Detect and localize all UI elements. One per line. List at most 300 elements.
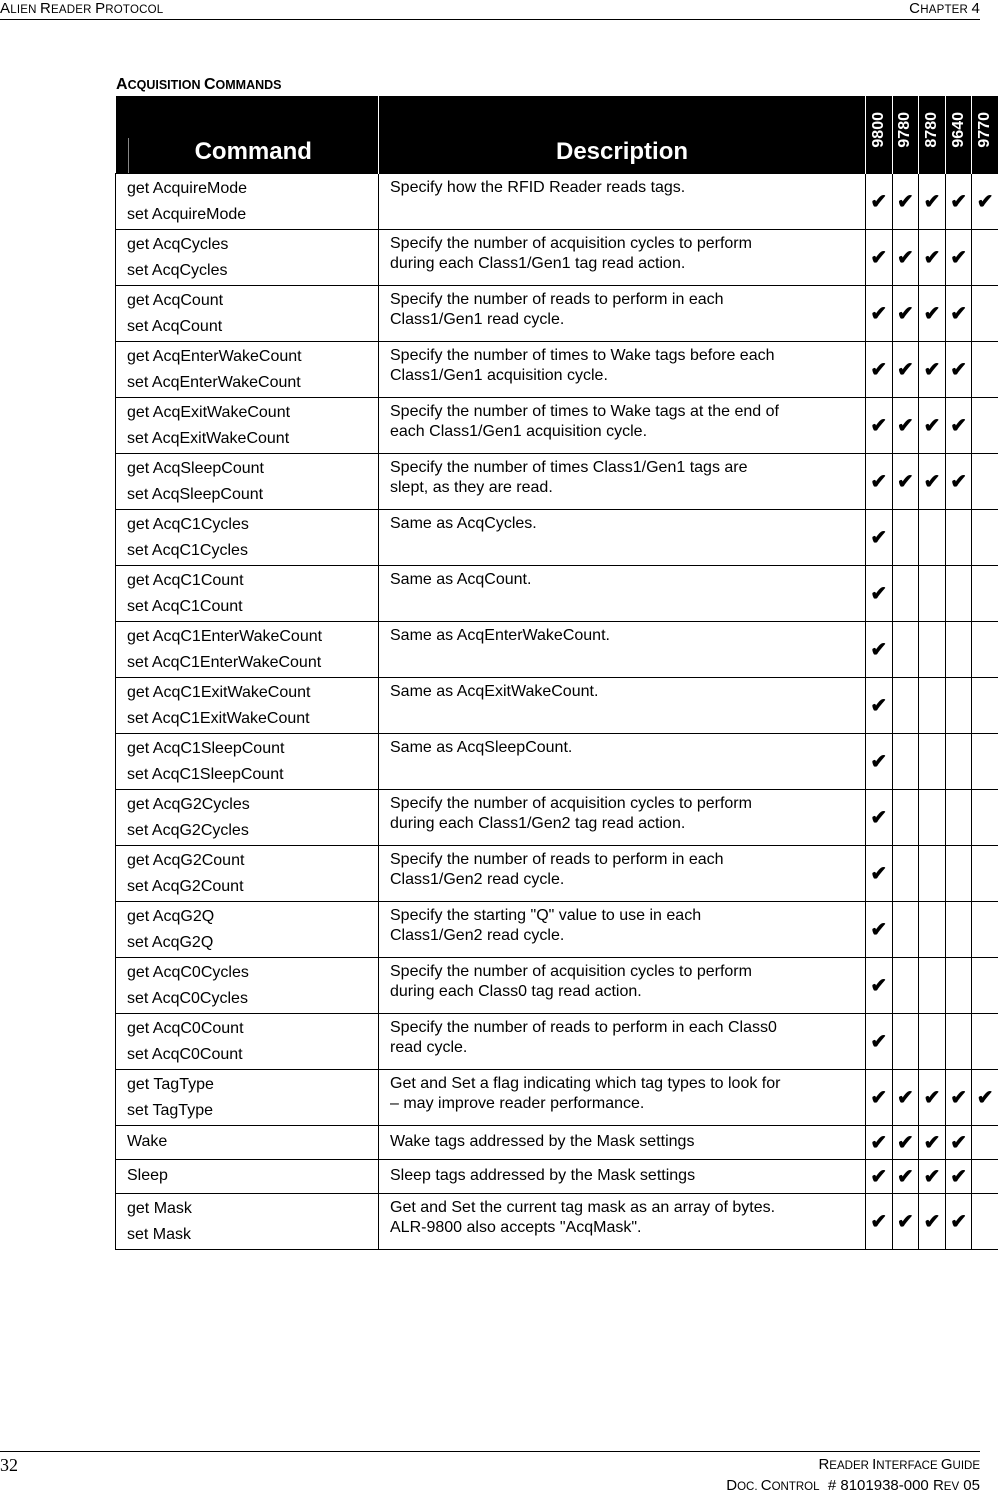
checkmark-icon: ✔ <box>870 1211 887 1233</box>
checkmark-icon: ✔ <box>897 191 914 213</box>
model-support-cell <box>972 1070 998 1126</box>
description-text: Specify the number of times to Wake tags before each <box>390 346 865 366</box>
command-name: get AcqG2Count <box>127 848 378 874</box>
command-cell <box>116 734 379 790</box>
model-support-cell <box>892 958 919 1014</box>
model-support-cell <box>972 1194 998 1250</box>
checkmark-icon: ✔ <box>870 1031 887 1053</box>
description-text: Get and Set a flag indicating which tag types to look for <box>390 1074 865 1094</box>
description-cell <box>379 678 866 734</box>
checkmark-icon: ✔ <box>924 359 941 381</box>
checkmark-icon: ✔ <box>870 471 887 493</box>
command-name: get AcqCycles <box>127 232 378 258</box>
description-text: Sleep tags addressed by the Mask settings <box>390 1166 865 1186</box>
model-support-cell <box>972 174 998 230</box>
model-support-cell <box>892 286 919 342</box>
description-text: Specify the number of acquisition cycles to perform <box>390 794 865 814</box>
checkmark-icon: ✔ <box>950 247 967 269</box>
model-support-cell <box>866 398 893 454</box>
checkmark-icon: ✔ <box>870 639 887 661</box>
command-name: get AcqEnterWakeCount <box>127 344 378 370</box>
command-name: get AcqC0Cycles <box>127 960 378 986</box>
command-name: set AcqC1Count <box>127 594 378 620</box>
model-support-cell <box>972 286 998 342</box>
model-support-cell <box>892 734 919 790</box>
command-cell <box>116 958 379 1014</box>
model-support-cell <box>945 230 972 286</box>
model-support-cell <box>972 230 998 286</box>
checkmark-icon: ✔ <box>950 1087 967 1109</box>
description-cell <box>379 846 866 902</box>
description-text: Class1/Gen1 acquisition cycle. <box>390 366 865 386</box>
command-name: get AcqG2Q <box>127 904 378 930</box>
command-name: set AcqC0Cycles <box>127 986 378 1012</box>
model-support-cell <box>919 1160 946 1194</box>
description-text: Get and Set the current tag mask as an array of bytes. <box>390 1198 865 1218</box>
footer-rule <box>0 1451 980 1452</box>
description-text: Class1/Gen2 read cycle. <box>390 926 865 946</box>
checkmark-icon: ✔ <box>870 527 887 549</box>
description-text: each Class1/Gen1 acquisition cycle. <box>390 422 865 442</box>
model-support-cell <box>919 566 946 622</box>
command-name: get AcqC1SleepCount <box>127 736 378 762</box>
table-row <box>116 454 998 510</box>
model-support-cell <box>866 454 893 510</box>
description-text: Wake tags addressed by the Mask settings <box>390 1132 865 1152</box>
model-support-cell <box>972 958 998 1014</box>
model-support-cell <box>866 230 893 286</box>
description-text: Specify the number of times Class1/Gen1 tags are <box>390 458 865 478</box>
description-text: during each Class1/Gen2 tag read action. <box>390 814 865 834</box>
column-header-model: 9770 <box>972 96 998 174</box>
model-support-cell <box>866 174 893 230</box>
model-support-cell <box>945 846 972 902</box>
model-support-cell <box>866 566 893 622</box>
description-text: Specify the number of reads to perform in each Class0 <box>390 1018 865 1038</box>
command-cell <box>116 1014 379 1070</box>
table-row <box>116 902 998 958</box>
description-text: read cycle. <box>390 1038 865 1058</box>
description-text: Specify the number of times to Wake tags at the end of <box>390 402 865 422</box>
model-support-cell <box>972 454 998 510</box>
model-support-cell <box>892 342 919 398</box>
model-support-cell <box>945 790 972 846</box>
model-support-cell <box>892 846 919 902</box>
model-support-cell <box>892 566 919 622</box>
description-text: Class1/Gen2 read cycle. <box>390 870 865 890</box>
model-support-cell <box>892 1160 919 1194</box>
checkmark-icon: ✔ <box>897 303 914 325</box>
table-row <box>116 734 998 790</box>
checkmark-icon: ✔ <box>950 1132 967 1154</box>
checkmark-icon: ✔ <box>924 303 941 325</box>
command-cell <box>116 1194 379 1250</box>
model-support-cell <box>866 1014 893 1070</box>
checkmark-icon: ✔ <box>870 807 887 829</box>
command-cell <box>116 174 379 230</box>
description-text: Same as AcqExitWakeCount. <box>390 682 865 702</box>
model-support-cell <box>892 454 919 510</box>
model-support-cell <box>972 734 998 790</box>
checkmark-icon: ✔ <box>924 1087 941 1109</box>
checkmark-icon: ✔ <box>870 919 887 941</box>
model-support-cell <box>972 902 998 958</box>
description-cell <box>379 342 866 398</box>
command-cell <box>116 622 379 678</box>
command-name: get AcqC1Count <box>127 568 378 594</box>
running-header-right: CHAPTER 4 <box>909 0 980 17</box>
command-name: get TagType <box>127 1072 378 1098</box>
table-body <box>116 174 998 1250</box>
column-header-model: 9780 <box>892 96 919 174</box>
command-name: set AcqC0Count <box>127 1042 378 1068</box>
command-name: set AcqSleepCount <box>127 482 378 508</box>
command-name: set AcqG2Cycles <box>127 818 378 844</box>
description-cell <box>379 566 866 622</box>
model-support-cell <box>919 1014 946 1070</box>
model-support-cell <box>892 902 919 958</box>
model-support-cell <box>945 1070 972 1126</box>
model-support-cell <box>945 174 972 230</box>
description-text: slept, as they are read. <box>390 478 865 498</box>
model-support-cell <box>945 1194 972 1250</box>
checkmark-icon: ✔ <box>977 191 994 213</box>
description-cell <box>379 1070 866 1126</box>
table-row <box>116 958 998 1014</box>
description-text: Same as AcqCycles. <box>390 514 865 534</box>
description-cell <box>379 790 866 846</box>
description-cell <box>379 230 866 286</box>
description-cell <box>379 286 866 342</box>
description-text: Specify the starting "Q" value to use in each <box>390 906 865 926</box>
model-support-cell <box>919 1126 946 1160</box>
command-cell <box>116 566 379 622</box>
command-name: Sleep <box>127 1163 378 1189</box>
description-text: Same as AcqCount. <box>390 570 865 590</box>
description-text: Class1/Gen1 read cycle. <box>390 310 865 330</box>
command-cell <box>116 286 379 342</box>
table-row <box>116 286 998 342</box>
command-name: set AcquireMode <box>127 202 378 228</box>
checkmark-icon: ✔ <box>924 415 941 437</box>
model-support-cell <box>972 790 998 846</box>
model-support-cell <box>972 1014 998 1070</box>
table-row <box>116 566 998 622</box>
checkmark-icon: ✔ <box>870 303 887 325</box>
model-support-cell <box>892 230 919 286</box>
model-support-cell <box>866 510 893 566</box>
command-name: get AcqSleepCount <box>127 456 378 482</box>
table-row <box>116 678 998 734</box>
model-support-cell <box>945 1126 972 1160</box>
model-support-cell <box>945 510 972 566</box>
table-header-row <box>116 96 998 174</box>
model-support-cell <box>892 678 919 734</box>
model-support-cell <box>866 734 893 790</box>
model-support-cell <box>919 678 946 734</box>
description-cell <box>379 1126 866 1160</box>
command-name: get AcqC0Count <box>127 1016 378 1042</box>
model-support-cell <box>945 678 972 734</box>
checkmark-icon: ✔ <box>870 415 887 437</box>
command-cell <box>116 1126 379 1160</box>
command-cell <box>116 398 379 454</box>
command-cell <box>116 902 379 958</box>
checkmark-icon: ✔ <box>950 415 967 437</box>
table-row <box>116 790 998 846</box>
model-support-cell <box>972 342 998 398</box>
section-title: ACQUISITION COMMANDS <box>116 76 282 94</box>
command-cell <box>116 1160 379 1194</box>
checkmark-icon: ✔ <box>950 359 967 381</box>
description-text: Specify the number of acquisition cycles to perform <box>390 234 865 254</box>
model-support-cell <box>866 1070 893 1126</box>
description-cell <box>379 1160 866 1194</box>
checkmark-icon: ✔ <box>870 1132 887 1154</box>
checkmark-icon: ✔ <box>897 1132 914 1154</box>
command-cell <box>116 1070 379 1126</box>
model-support-cell <box>945 454 972 510</box>
checkmark-icon: ✔ <box>870 975 887 997</box>
command-name: get AcquireMode <box>127 176 378 202</box>
checkmark-icon: ✔ <box>870 583 887 605</box>
acquisition-commands-table <box>115 96 998 1250</box>
model-support-cell <box>945 958 972 1014</box>
model-support-cell <box>919 958 946 1014</box>
checkmark-icon: ✔ <box>897 415 914 437</box>
model-support-cell <box>866 846 893 902</box>
description-text: during each Class1/Gen1 tag read action. <box>390 254 865 274</box>
command-name: set AcqCount <box>127 314 378 340</box>
footer-guide-title: READER INTERFACE GUIDE <box>726 1455 980 1476</box>
model-support-cell <box>866 902 893 958</box>
column-header-description: Description <box>379 96 866 174</box>
checkmark-icon: ✔ <box>897 1087 914 1109</box>
model-support-cell <box>945 1160 972 1194</box>
model-support-cell <box>892 174 919 230</box>
checkmark-icon: ✔ <box>870 191 887 213</box>
description-cell <box>379 174 866 230</box>
model-support-cell <box>892 1194 919 1250</box>
model-support-cell <box>945 398 972 454</box>
description-cell <box>379 398 866 454</box>
model-support-cell <box>919 230 946 286</box>
table-row <box>116 1194 998 1250</box>
command-name: set AcqC1SleepCount <box>127 762 378 788</box>
command-name: set AcqG2Q <box>127 930 378 956</box>
command-cell <box>116 678 379 734</box>
model-support-cell <box>945 342 972 398</box>
model-support-cell <box>866 958 893 1014</box>
model-support-cell <box>919 454 946 510</box>
checkmark-icon: ✔ <box>870 695 887 717</box>
command-name: set AcqC1ExitWakeCount <box>127 706 378 732</box>
table-row <box>116 1126 998 1160</box>
description-text: Specify the number of reads to perform in each <box>390 290 865 310</box>
description-cell <box>379 902 866 958</box>
table-row <box>116 1014 998 1070</box>
checkmark-icon: ✔ <box>924 1166 941 1188</box>
command-name: Wake <box>127 1129 378 1155</box>
column-header-model: 9640 <box>945 96 972 174</box>
command-name: set AcqC1Cycles <box>127 538 378 564</box>
command-name: get AcqC1ExitWakeCount <box>127 680 378 706</box>
running-footer-right <box>726 1455 980 1497</box>
description-text: Specify the number of acquisition cycles to perform <box>390 962 865 982</box>
model-support-cell <box>972 678 998 734</box>
command-name: set TagType <box>127 1098 378 1124</box>
description-cell <box>379 454 866 510</box>
command-cell <box>116 230 379 286</box>
model-support-cell <box>919 734 946 790</box>
description-text: Specify how the RFID Reader reads tags. <box>390 178 865 198</box>
checkmark-icon: ✔ <box>950 471 967 493</box>
model-support-cell <box>972 1160 998 1194</box>
command-name: set AcqEnterWakeCount <box>127 370 378 396</box>
command-name: get AcqG2Cycles <box>127 792 378 818</box>
model-support-cell <box>919 902 946 958</box>
description-cell <box>379 622 866 678</box>
model-support-cell <box>866 790 893 846</box>
description-text: ALR-9800 also accepts "AcqMask". <box>390 1218 865 1238</box>
description-text: Same as AcqSleepCount. <box>390 738 865 758</box>
model-support-cell <box>919 342 946 398</box>
checkmark-icon: ✔ <box>870 359 887 381</box>
model-support-cell <box>972 1126 998 1160</box>
checkmark-icon: ✔ <box>924 191 941 213</box>
table-row <box>116 230 998 286</box>
running-header-left: ALIEN READER PROTOCOL <box>0 0 163 17</box>
model-support-cell <box>945 734 972 790</box>
column-header-model: 9800 <box>866 96 893 174</box>
model-support-cell <box>945 1014 972 1070</box>
table-row <box>116 846 998 902</box>
model-support-cell <box>972 846 998 902</box>
column-header-command: Command <box>116 96 379 174</box>
table-row <box>116 1160 998 1194</box>
model-support-cell <box>919 286 946 342</box>
description-text: Specify the number of reads to perform in each <box>390 850 865 870</box>
command-name: get AcqExitWakeCount <box>127 400 378 426</box>
model-support-cell <box>945 566 972 622</box>
table-row <box>116 174 998 230</box>
command-cell <box>116 790 379 846</box>
description-text: Same as AcqEnterWakeCount. <box>390 626 865 646</box>
table-row <box>116 1070 998 1126</box>
command-cell <box>116 342 379 398</box>
model-support-cell <box>972 510 998 566</box>
header-rule <box>0 19 980 20</box>
model-support-cell <box>945 902 972 958</box>
command-cell <box>116 510 379 566</box>
model-support-cell <box>866 1126 893 1160</box>
column-header-model: 8780 <box>919 96 946 174</box>
model-support-cell <box>866 622 893 678</box>
table-row <box>116 622 998 678</box>
checkmark-icon: ✔ <box>870 247 887 269</box>
model-support-cell <box>866 678 893 734</box>
checkmark-icon: ✔ <box>950 1211 967 1233</box>
model-support-cell <box>972 566 998 622</box>
command-name: set AcqG2Count <box>127 874 378 900</box>
description-text: during each Class0 tag read action. <box>390 982 865 1002</box>
model-support-cell <box>892 622 919 678</box>
command-name: get AcqC1EnterWakeCount <box>127 624 378 650</box>
model-support-cell <box>919 622 946 678</box>
checkmark-icon: ✔ <box>870 751 887 773</box>
checkmark-icon: ✔ <box>870 1166 887 1188</box>
model-support-cell <box>972 398 998 454</box>
model-support-cell <box>892 1070 919 1126</box>
command-name: set AcqExitWakeCount <box>127 426 378 452</box>
command-name: set Mask <box>127 1222 378 1248</box>
model-support-cell <box>892 790 919 846</box>
checkmark-icon: ✔ <box>924 471 941 493</box>
model-support-cell <box>972 622 998 678</box>
checkmark-icon: ✔ <box>950 303 967 325</box>
table-row <box>116 342 998 398</box>
model-support-cell <box>892 1126 919 1160</box>
model-support-cell <box>919 510 946 566</box>
description-cell <box>379 1194 866 1250</box>
command-name: get AcqC1Cycles <box>127 512 378 538</box>
model-support-cell <box>866 342 893 398</box>
command-name: get AcqCount <box>127 288 378 314</box>
description-cell <box>379 1014 866 1070</box>
model-support-cell <box>919 1070 946 1126</box>
model-support-cell <box>919 790 946 846</box>
description-cell <box>379 734 866 790</box>
checkmark-icon: ✔ <box>897 359 914 381</box>
checkmark-icon: ✔ <box>897 1166 914 1188</box>
checkmark-icon: ✔ <box>870 863 887 885</box>
model-support-cell <box>945 622 972 678</box>
command-name: set AcqCycles <box>127 258 378 284</box>
model-support-cell <box>892 510 919 566</box>
model-support-cell <box>892 1014 919 1070</box>
checkmark-icon: ✔ <box>924 1211 941 1233</box>
model-support-cell <box>919 846 946 902</box>
checkmark-icon: ✔ <box>950 191 967 213</box>
page-number: 32 <box>0 1455 18 1476</box>
model-support-cell <box>892 398 919 454</box>
model-support-cell <box>866 1160 893 1194</box>
checkmark-icon: ✔ <box>977 1087 994 1109</box>
table-row <box>116 398 998 454</box>
checkmark-icon: ✔ <box>950 1166 967 1188</box>
description-cell <box>379 958 866 1014</box>
command-cell <box>116 846 379 902</box>
checkmark-icon: ✔ <box>924 1132 941 1154</box>
table-row <box>116 510 998 566</box>
command-name: set AcqC1EnterWakeCount <box>127 650 378 676</box>
model-support-cell <box>866 286 893 342</box>
checkmark-icon: ✔ <box>897 471 914 493</box>
command-cell <box>116 454 379 510</box>
model-support-cell <box>919 174 946 230</box>
checkmark-icon: ✔ <box>870 1087 887 1109</box>
checkmark-icon: ✔ <box>897 1211 914 1233</box>
model-support-cell <box>866 1194 893 1250</box>
footer-doc-control: DOC. CONTROL # 8101938-000 REV 05 <box>726 1476 980 1497</box>
command-name: get Mask <box>127 1196 378 1222</box>
description-text: – may improve reader performance. <box>390 1094 865 1114</box>
model-support-cell <box>945 286 972 342</box>
checkmark-icon: ✔ <box>924 247 941 269</box>
description-cell <box>379 510 866 566</box>
checkmark-icon: ✔ <box>897 247 914 269</box>
model-support-cell <box>919 1194 946 1250</box>
